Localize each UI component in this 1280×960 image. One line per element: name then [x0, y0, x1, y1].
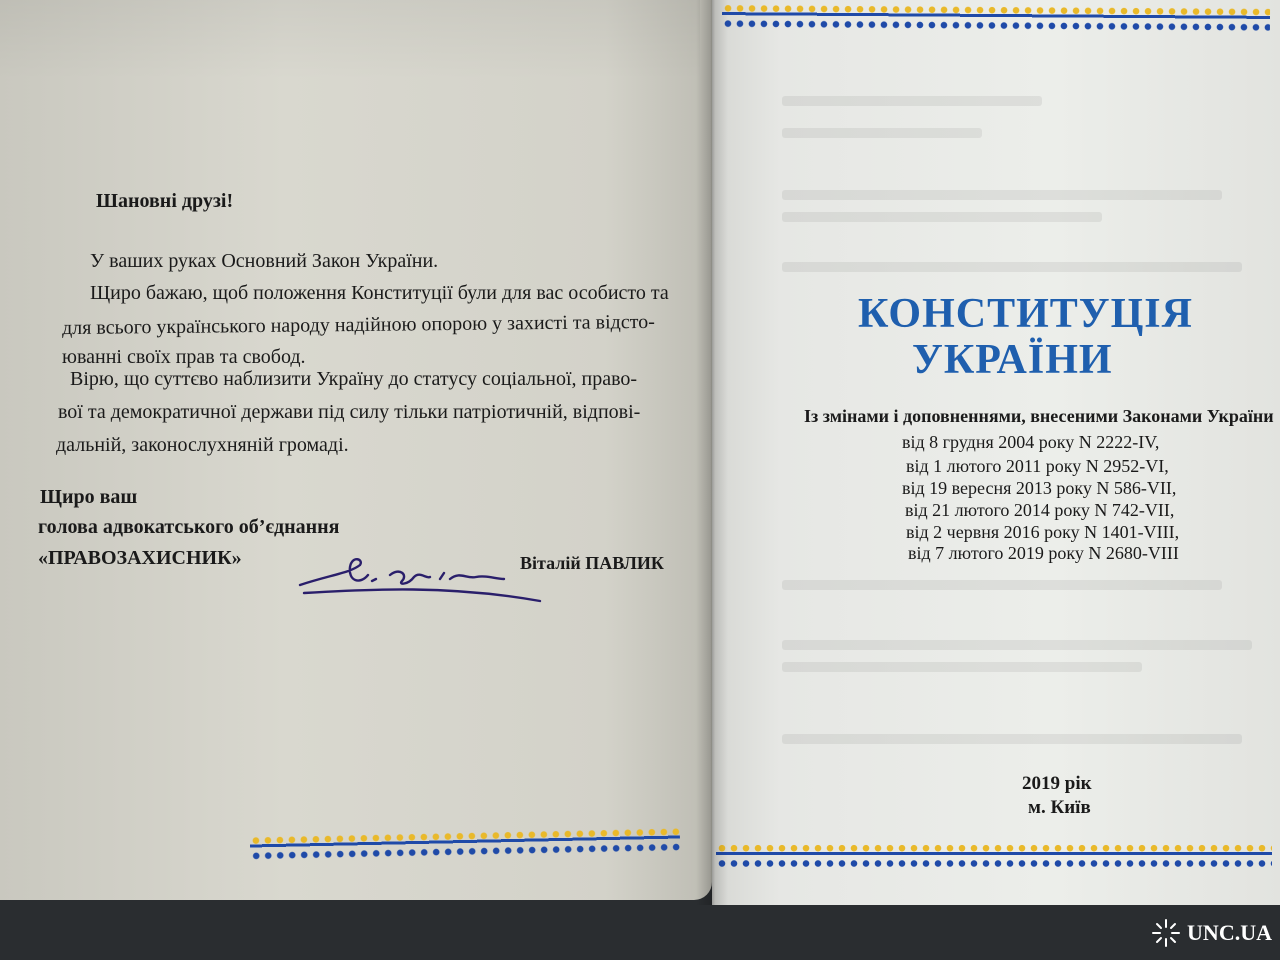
signoff-line: Щиро ваш [40, 486, 138, 508]
watermark [1151, 918, 1272, 948]
ornament-border-bottom-left [250, 822, 681, 865]
show-through-text [782, 662, 1142, 672]
document-title-line1: КОНСТИТУЦІЯ [858, 291, 1193, 337]
amendment-line: від 7 лютого 2019 року N 2680-VIII [908, 543, 1179, 563]
letter-line: дальній, законослухняній громаді. [56, 434, 349, 456]
letter-line: юванні своїх прав та свобод. [62, 346, 306, 368]
ornament-border-bottom-right [716, 838, 1272, 872]
document-title-line2: УКРАЇНИ [912, 337, 1113, 383]
publication-year: 2019 рік [1022, 773, 1092, 794]
amendment-line: від 1 лютого 2011 року N 2952-VI, [906, 456, 1169, 476]
amendment-line: від 19 вересня 2013 року N 586-VII, [902, 478, 1177, 498]
signer-name: Віталій ПАВЛИК [520, 553, 664, 573]
show-through-text [782, 128, 982, 138]
letter-line: Щиро бажаю, щоб положення Конституції були для вас особисто та [90, 282, 669, 304]
show-through-text [782, 580, 1222, 590]
right-page [712, 0, 1280, 905]
letter-line: У ваших руках Основний Закон України. [90, 250, 439, 272]
signoff-line: голова адвокатського об’єднання [38, 516, 340, 538]
signoff-line: «ПРАВОЗАХИСНИК» [38, 547, 242, 569]
show-through-text [782, 734, 1242, 744]
letter-line: для всього українського народу надійною опорою у захисті та відсто- [61, 310, 655, 340]
book-gutter [696, 0, 728, 905]
show-through-text [782, 212, 1102, 222]
letter-line: Вірю, що суттєво наблизити Україну до статусу соціальної, право- [70, 368, 638, 390]
page-shadow [0, 0, 700, 80]
show-through-text [782, 262, 1242, 272]
show-through-text [782, 96, 1042, 106]
greeting: Шановні друзі! [96, 190, 234, 212]
amendment-line: від 8 грудня 2004 року N 2222-IV, [902, 432, 1160, 452]
starburst-icon [1151, 918, 1181, 948]
ornament-border-top-right [722, 0, 1270, 36]
amendment-line: від 2 червня 2016 року N 1401-VIII, [906, 522, 1180, 542]
amendment-line: від 21 лютого 2014 року N 742-VII, [905, 500, 1175, 520]
show-through-text [782, 640, 1252, 650]
watermark-text: UNC.UA [1187, 920, 1272, 945]
show-through-text [782, 190, 1222, 200]
amendments-subtitle: Із змінами і доповненнями, внесеними Законами України [804, 406, 1274, 426]
publication-city: м. Київ [1028, 797, 1091, 818]
letter-line: вої та демократичної держави під силу тільки патріотичній, відпові- [58, 401, 641, 423]
